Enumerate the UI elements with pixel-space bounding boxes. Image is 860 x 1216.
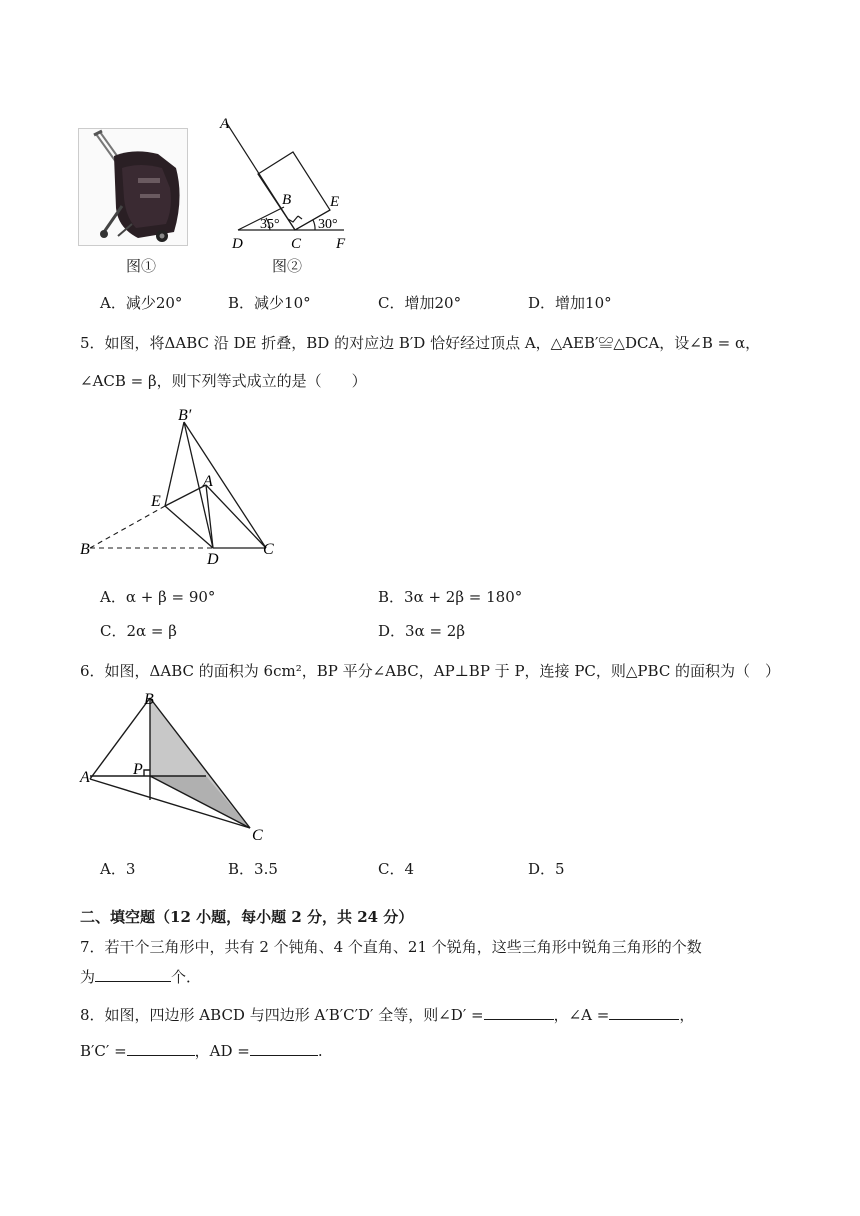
luggage-image — [78, 128, 188, 246]
q8-blank-bc[interactable] — [127, 1041, 195, 1056]
q6-stem-line1: 6．如图，ΔABC 的面积为 6cm²，BP 平分∠ABC，AP⊥BP 于 P，连接 PC，则△PBC 的面积为（ ） — [80, 662, 781, 680]
label-A: A — [203, 473, 213, 490]
q7-stem-line2 — [80, 966, 201, 987]
q6-option-a: A．3 — [100, 860, 136, 878]
q8-prefix: 8．如图，四边形 ABCD 与四边形 A′B′C′D′ 全等，则∠D′ = — [80, 1006, 484, 1024]
label-D: D — [232, 236, 243, 252]
q5-stem-line1: 5．如图，将ΔABC 沿 DE 折叠，BD 的对应边 B′D 恰好经过顶点 A，△AEB′≌△DCA，设∠B = α， — [80, 334, 761, 352]
q4-option-a: A．减少20° — [100, 294, 183, 312]
q8-ad-label: ，AD = — [194, 1042, 250, 1060]
q5-stem-line2: ∠ACB = β，则下列等式成立的是（ ） — [80, 372, 367, 390]
q8-mid: ，∠A = — [553, 1006, 610, 1024]
q7-stem-line1: 7．若干个三角形中，共有 2 个钝角、4 个直角、21 个锐角，这些三角形中锐角三角形的个数 — [80, 938, 702, 956]
label-C: C — [252, 827, 263, 844]
q4-option-b: B．减少10° — [228, 294, 311, 312]
q8-blank-angle-a[interactable] — [609, 1005, 679, 1020]
section-heading: 二、填空题（12 小题，每小题 2 分，共 24 分） — [80, 908, 414, 926]
q7-prefix: 为 — [80, 968, 96, 986]
label-A: A — [220, 116, 230, 132]
label-F: F — [336, 236, 346, 252]
q6-option-d: D．5 — [528, 860, 565, 878]
q5-option-c: C．2α = β — [100, 622, 177, 640]
q6-figure — [76, 686, 276, 846]
label-E: E — [151, 493, 161, 510]
label-B: B — [144, 691, 154, 708]
q6-option-b: B．3.5 — [228, 860, 278, 878]
label-P: P — [133, 761, 143, 778]
bisector-triangle-diagram — [76, 686, 276, 846]
q4-option-d: D．增加10° — [528, 294, 612, 312]
label-angle-30: 30° — [318, 217, 338, 232]
q8-blank-angle-d[interactable] — [484, 1005, 554, 1020]
luggage-photo — [78, 128, 188, 246]
trolley-angle-diagram — [212, 112, 362, 252]
q8-line2-end: . — [317, 1042, 323, 1060]
q5-option-a: A．α + β = 90° — [100, 588, 216, 606]
fold-triangle-diagram — [76, 400, 286, 570]
label-angle-35: 35° — [260, 217, 280, 232]
q8-stem-line1 — [80, 1004, 694, 1025]
figure-2-diagram — [212, 112, 362, 252]
q8-stem-line2 — [80, 1040, 323, 1061]
label-D: D — [207, 551, 219, 568]
q8-blank-ad[interactable] — [250, 1041, 318, 1056]
label-C: C — [263, 541, 274, 558]
label-A: A — [80, 769, 90, 786]
q5-figure — [76, 400, 286, 570]
label-C: C — [291, 236, 302, 252]
q8-bc-label: B′C′ = — [80, 1042, 127, 1060]
q8-end: ， — [679, 1006, 695, 1024]
figure-1-caption: 图① — [126, 257, 157, 275]
q7-suffix: 个． — [171, 968, 202, 986]
figure-2-caption: 图② — [272, 257, 303, 275]
label-B: B — [80, 541, 90, 558]
q6-option-c: C．4 — [378, 860, 415, 878]
q5-option-b: B．3α + 2β = 180° — [378, 588, 523, 606]
label-E: E — [330, 194, 340, 210]
q5-option-d: D．3α = 2β — [378, 622, 466, 640]
label-B: B — [282, 192, 292, 208]
label-B-prime: B′ — [178, 407, 192, 424]
q7-answer-blank[interactable] — [95, 967, 171, 982]
q4-option-c: C．增加20° — [378, 294, 462, 312]
